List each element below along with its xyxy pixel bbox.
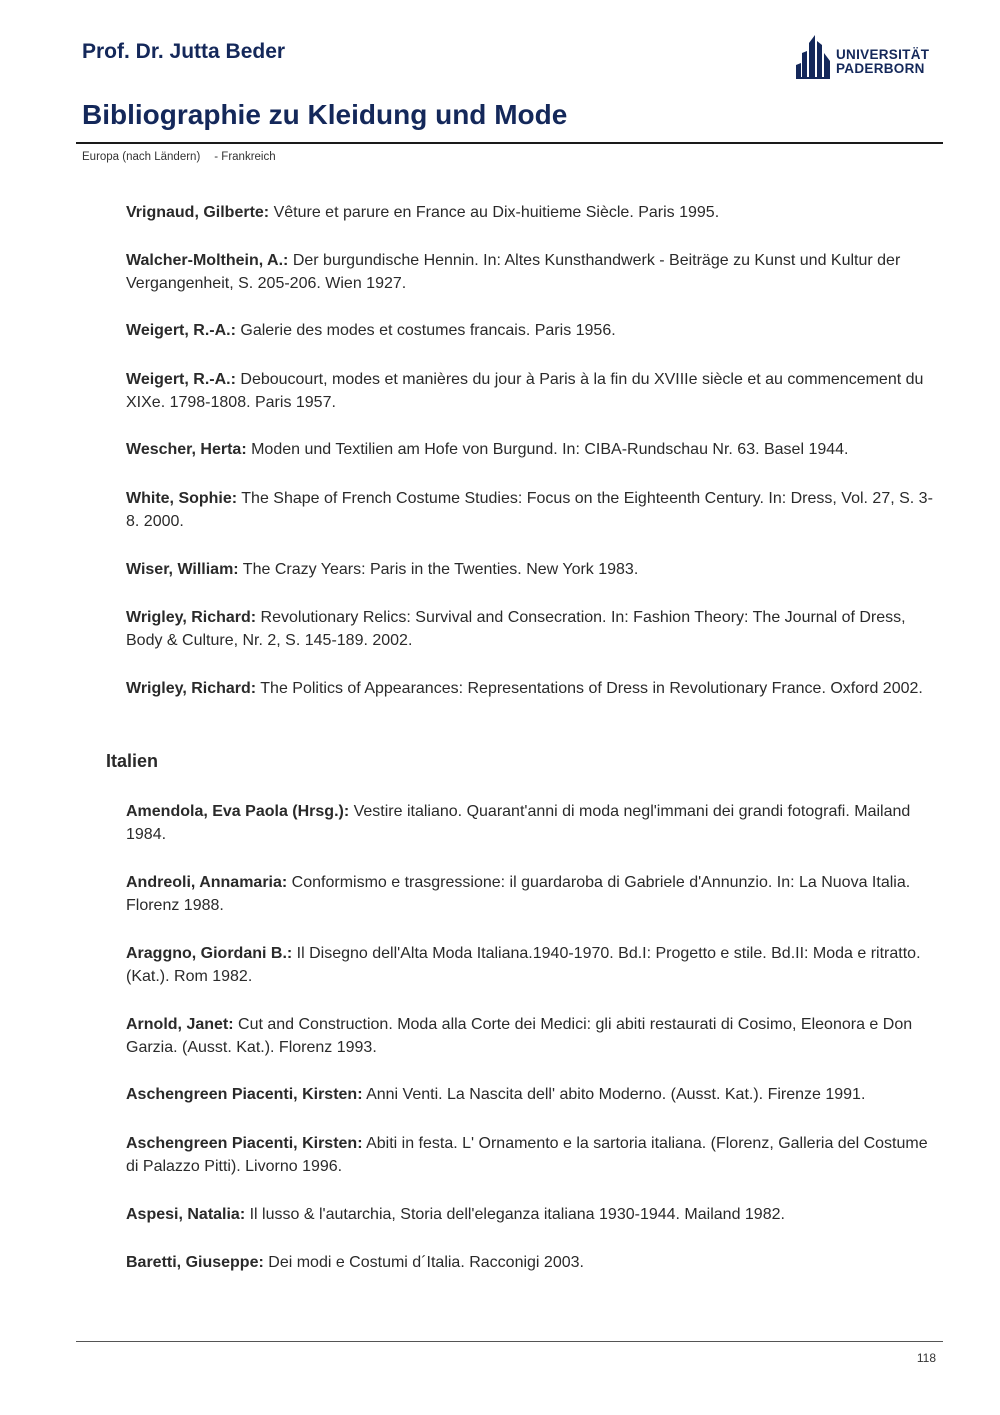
breadcrumb (82, 151, 276, 163)
entry-text: Anni Venti. La Nascita dell' abito Moderno. (Ausst. Kat.). Firenze 1991. (362, 1086, 866, 1103)
entry-author: Walcher-Molthein, A.: (126, 252, 289, 269)
bibliography-entry (126, 677, 938, 700)
entry-author: Aspesi, Natalia: (126, 1206, 246, 1223)
entry-text: The Politics of Appearances: Representations of Dress in Revolutionary France. Oxford 2002. (256, 680, 923, 697)
entry-author: Wrigley, Richard: (126, 680, 257, 697)
bibliography-entry (126, 319, 938, 342)
entry-text: Abiti in festa. L' Ornamento e la sartoria italiana. (Florenz, Galleria del Costume di Palazzo Pitti). Livorno 1996. (126, 1135, 928, 1175)
bibliography-entry (126, 438, 938, 461)
entry-text: Vêture et parure en France au Dix-huitieme Siècle. Paris 1995. (269, 204, 720, 221)
logo-line-1: UNIVERSITÄT (836, 47, 930, 62)
bibliography-entry (126, 606, 938, 652)
entry-text: Dei modi e Costumi d´Italia. Racconigi 2003. (263, 1254, 584, 1271)
bibliography-entry (126, 1083, 938, 1106)
entry-author: Weigert, R.-A.: (126, 371, 236, 388)
entry-text: Cut and Construction. Moda alla Corte dei Medici: gli abiti restaurati di Cosimo, Eleonora e Don Garzia. (Ausst. Kat.). Florenz 1993. (126, 1016, 913, 1056)
breadcrumb-item: Europa (nach Ländern) (82, 151, 201, 163)
bibliography-entry (126, 800, 938, 846)
entry-text: Il lusso & l'autarchia, Storia dell'eleganza italiana 1930-1944. Mailand 1982. (245, 1206, 785, 1223)
bibliography-entry (126, 942, 938, 988)
footer-divider (76, 1341, 943, 1342)
bibliography-entry (126, 1013, 938, 1059)
entry-author: Araggno, Giordani B.: (126, 945, 293, 962)
logo-text (836, 48, 929, 76)
entry-author: White, Sophie: (126, 490, 238, 507)
entry-text: Vestire italiano. Quarant'anni di moda negl'immani dei grandi fotografi. Mailand 1984. (126, 803, 911, 843)
entry-text: Conformismo e trasgressione: il guardaroba di Gabriele d'Annunzio. In: La Nuova Italia. Florenz 1988. (126, 874, 911, 914)
entry-text: Moden und Textilien am Hofe von Burgund. In: CIBA-Rundschau Nr. 63. Basel 1944. (246, 441, 849, 458)
entry-author: Wrigley, Richard: (126, 609, 257, 626)
entry-author: Arnold, Janet: (126, 1016, 234, 1033)
section-heading-italien: Italien (106, 751, 159, 771)
bibliography-entry (126, 368, 938, 414)
entry-author: Aschengreen Piacenti, Kirsten: (126, 1086, 363, 1103)
entry-text: Il Disegno dell'Alta Moda Italiana.1940-1970. Bd.I: Progetto e stile. Bd.II: Moda e ritratto. (Kat.). Rom 1982. (126, 945, 921, 985)
header-divider (76, 142, 943, 144)
bibliography-entry (126, 871, 938, 917)
entry-text: The Crazy Years: Paris in the Twenties. New York 1983. (238, 561, 639, 578)
entry-text: Revolutionary Relics: Survival and Consecration. In: Fashion Theory: The Journal of Dress, Body & Culture, Nr. 2, S. 145-189. 2002. (126, 609, 906, 649)
logo-line-2: PADERBORN (836, 61, 925, 76)
entry-author: Wescher, Herta: (126, 441, 247, 458)
entry-author: Amendola, Eva Paola (Hrsg.): (126, 803, 350, 820)
bibliography-entry (126, 558, 938, 581)
breadcrumb-item: - Frankreich (214, 151, 276, 163)
bibliography-entry (126, 1132, 938, 1178)
bibliography-entry (126, 1203, 938, 1226)
entry-text: Der burgundische Hennin. In: Altes Kunsthandwerk - Beiträge zu Kunst und Kultur der Vergangenheit, S. 205-206. Wien 1927. (126, 252, 901, 292)
entry-text: The Shape of French Costume Studies: Focus on the Eighteenth Century. In: Dress, Vol. 27, S. 3-8. 2000. (126, 490, 933, 530)
university-logo-icon (794, 31, 834, 81)
entry-author: Andreoli, Annamaria: (126, 874, 288, 891)
entry-author: Vrignaud, Gilberte: (126, 204, 270, 221)
entry-author: Wiser, William: (126, 561, 239, 578)
page-title: Bibliographie zu Kleidung und Mode (82, 99, 568, 130)
entry-author: Aschengreen Piacenti, Kirsten: (126, 1135, 363, 1152)
author-name: Prof. Dr. Jutta Beder (82, 40, 286, 63)
bibliography-entry (126, 1251, 938, 1274)
bibliography-entry (126, 201, 938, 224)
page-number: 118 (916, 1351, 936, 1365)
bibliography-entry (126, 487, 938, 533)
entry-text: Deboucourt, modes et manières du jour à Paris à la fin du XVIIIe siècle et au commencement du XIXe. 1798-1808. Paris 1957. (126, 371, 924, 411)
bibliography-entry (126, 249, 938, 295)
entry-text: Galerie des modes et costumes francais. Paris 1956. (235, 322, 616, 339)
entry-author: Weigert, R.-A.: (126, 322, 236, 339)
university-logo (794, 31, 944, 83)
entry-author: Baretti, Giuseppe: (126, 1254, 264, 1271)
